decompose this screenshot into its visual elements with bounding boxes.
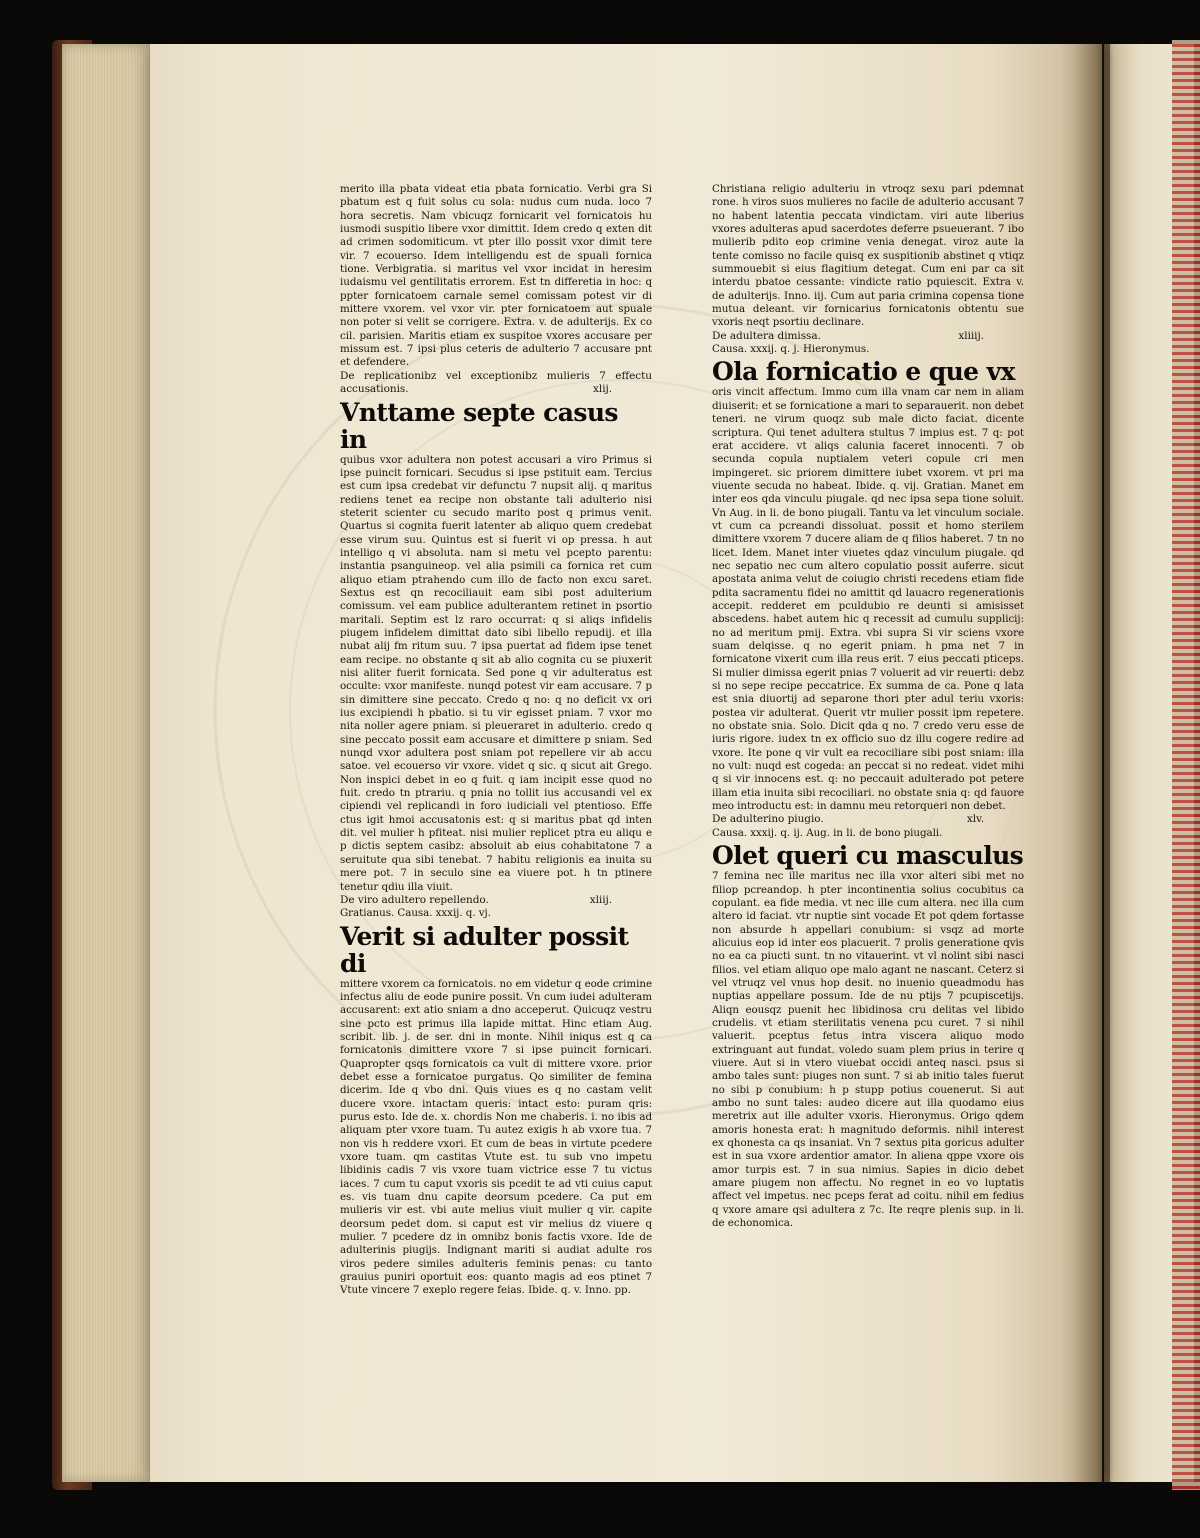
left-text-block-2: quibus vxor adultera non potest accusari a viro Primus si ipse puincit fornicari. Secudus si ipse pstituit eam. Tercius est cum ipsa credebat vir defunctu 7 nupsit alij. q maritus rediens tenet ea recipe non obstante tali adulterio nisi steterit scienter cu secudo marito post q primus venit. Quartus si cognita fuerit latenter ab aliquo quem credebat esse virum suu. Quintus est si fuerit vi op pressa. h aut intelligo q vi absoluta. nam si metu vel pcepto parentu: instantia psanguineop. vel alia psimili ca fornica ret cum aliquo etiam ptrahendo cum illo de facto non excu saret. Sextus est qn recociliauit eam sibi post adulterium comissum. vel eam publice adulterantem retinet in psortio maritali. Septim est lz raro occurrat: q si aliqs infidelis piugem infidelem dimittat dato sibi libello repudij. et illa nubat alij fm ritum suu. 7 ipsa puertat ad fidem ipse tenet eam recipe. no obstante q sit ab alio cognita cu se piuxerit nisi aliter fuerit fornicata. Sed pone q vir adulteratus est occulte: vxor manifeste. nunqd potest vir eam accusare. 7 p sin dimittere sine peccato. Credo q no: q no deficit vx ori ius excipiendi h pbatio. si tu vir egisset pniam. 7 vxor mo nita noller agere pniam. si pleueraret in adulterio. credo q sine peccato possit eam accusare et dimittere p sniam. Sed nunqd vxor adultera post sniam pot repellere vir ab accu satoe. vel ecouerso vir vxore. videt q sic. q sicut ait Grego. Non inspici debet in eo q fuit. q iam incipit esse quod no fuit. credo tn ptrariu. q pnia no tollit ius accusandi vel ex cipiendi vel replicandi in foro iudiciali vel ptentioso. Effe ctus igit hmoi accusatonis est: q si maritus pbat qd inten dit. vel mulier h pfiteat. nisi mulier replicet ptra eu aliqu e p dictis septem casibz: absoluit ab eius cohabitatone 7 a seruitute qua sibi tenebat. 7 habitu religionis ea inuita su mere pot. 7 in seculo sine ea viuere pot. h tn ptinere tenetur qdiu illa viuit. <box>340 453 652 893</box>
left-rubric-2-text: De viro adultero repellendo. <box>340 893 489 906</box>
right-heading-1: Ola fornicatio e que vx <box>712 357 1015 387</box>
left-rubric-1 <box>340 370 652 397</box>
right-rubric-2 <box>712 813 1024 826</box>
left-text-block-3: mittere vxorem ca fornicatois. no em videtur q eode crimine infectus aliu de eode punire possit. Vn cum iudei adulteram accusarent: ext atio sniam a dno acceperut. Quicuqz vestru sine pcto est primus illa lapide mittat. Hinc etiam Aug. scribit. lib. j. de ser. dni in monte. Nihil iniqus est q ca fornicatonis dimittere vxore 7 si ipse puincit fornicari. Quapropter qsqs fornicatois ca vult di mittere vxore. prior debet esse a fornicatoe purgatus. Qo similiter de femina dicerim. Ide q vbo dni. Quis viues es q no castam velit ducere vxore. intactam queris: intact esto: puram qris: purus esto. Ide de. x. chordis Non me chaberis. i. no ibis ad aliquam pter vxore tuam. Tu autez exigis h ab vxore tua. 7 non vis h reddere vxori. Et cum de beas in virtute pcedere vxore tuam. qm castitas Vtute est. tu sub vno impetu libidinis cadis 7 vis vxore tuam victrice esse 7 tu victus iaces. 7 cum tu caput vxoris sis pcedit te ad vti cuius caput es. vis tuam dnu capite deorsum pcedere. Ca put em mulieris vir est. vbi aute melius viuit mulier q vir. capite deorsum pedet dom. si caput est vir melius dz viuere q mulier. 7 pcedere dz in omnibz bonis factis vxore. Ide de adulterinis piugijs. Indignant mariti si audiat adulte ros viros pedere similes adulteris feminis penas: cu tanto grauius puniri oportuit eos: quanto magis ad eos ptinet 7 Vtute vincere 7 exeplo regere feias. Ibide. q. v. Inno. pp. <box>340 977 652 1297</box>
right-rubric-1-text: De adultera dimissa. <box>712 329 821 342</box>
left-rubric-2-number: xliij. <box>589 893 612 906</box>
right-rubric-1-number: xliiij. <box>958 329 984 342</box>
right-causa-2: Causa. xxxij. q. ij. Aug. in li. de bono piugali. <box>712 826 943 839</box>
right-column <box>712 183 1024 1230</box>
right-rubric-1 <box>712 330 1024 343</box>
left-rubric-1-text: De replicationibz vel exceptionibz mulieris 7 effectu accusationis. <box>340 369 652 396</box>
right-text-block-1: Christiana religio adulteriu in vtroqz sexu pari pdemnat rone. h viros suos mulieres no facile de adulterio accusant 7 no habent latentia peccata vindictam. viri aute liberius vxores adulteras apud sacerdotes deferre psueuerant. 7 ibo mulierib pdito eop crimine venia denegat. viroz aute la tente comisso no facile quisq ex suspitionib abstinet q vtiqz summouebit si eius flagitium detegat. Cum eni par ca sit interdu pbatoe cessante: vindicte ratio pquiescit. Extra v. de adulterijs. Inno. iij. Cum aut paria crimina copensa tione mutua deleant. vir fornicarius fornicatonis obtentu sue vxoris neqt psortiu declinare. <box>712 183 1024 329</box>
left-heading-1: Vnttame septe casus in <box>340 397 618 454</box>
left-rubric-1-number: xlij. <box>593 383 612 396</box>
left-text-block-1: merito illa pbata videat etia pbata fornicatio. Verbi gra Si pbatum est q fuit solus cu sola: nudus cum nuda. loco 7 hora secretis. Nam vbicuqz fornicarit vel fornicatois hu iusmodi suspitio libere vxor dimittit. Idem credo q exten dit ad crimen sodomiticum. vt pter illo possit vxor dimit tere vir. 7 ecouerso. Idem intelligendu est de spuali fornica tione. Verbigratia. si maritus vel vxor incidat in heresim iudaismu vel gentilitatis errorem. Est tn differetia in hoc: q ppter fornicatoem carnale semel comissam potest vir di mittere vxorem. vel vxor vir. pter fornicatoem aut spuale non poter si velit se corrigere. Extra. v. de adulterijs. Ex co cil. parisien. Maritis etiam ex suspitoe vxores accusare per missum est. 7 ipsi plus ceteris de adulterio 7 accusare pnt et defendere. <box>340 183 652 369</box>
left-heading-2: Verit si adulter possit di <box>340 921 629 978</box>
facing-page-edge <box>1172 40 1200 1490</box>
page-block-edge <box>62 44 158 1482</box>
left-rubric-2 <box>340 894 652 907</box>
right-text-block-2: oris vincit affectum. Immo cum illa vnam car nem in aliam diuiserit: et se fornicatione a mari to separauerit. non debet teneri. ne virum quoqz sub male dicto faciat. dicente scriptura. Qui tenet adultera stultus 7 impius est. 7 q: pot erat accidere. vt aliqs calunia faceret innocenti. 7 ob secunda copula nuptialem veteri copule cri men impingeret. sic priorem dimittere iubet vxorem. vt pri ma viuente secuda no habeat. Ibide. q. vij. Gratian. Manet em inter eos qda vinculu piugale. qd nec ipsa sepa tione soluit. Vn Aug. in li. de bono piugali. Tantu va let vinculum sociale. vt cum ca pcreandi dissoluat. possit et homo sterilem dimittere vxorem 7 ducere aliam de q filios haberet. 7 tn no licet. Idem. Manet inter viuetes qdaz vinculum piugale. qd nec sepatio nec cum altero copulatio possit auferre. sicut apostata anima velut de coiugio christi recedens etiam fide pdita sacramentu fidei no amittit qd lauacro regenerationis accepit. redderet em pculdubio re deunti si amisisset abscedens. habet autem hic q recessit ad cumulu supplicij: no ad meritum pmij. Extra. vbi supra Si vir sciens vxore suam delqisse. q no egerit pniam. h pma net 7 in fornicatone vixerit cum illa reus erit. 7 eius peccati pticeps. Si mulier dimissa egerit pnias 7 voluerit ad vir reuerti: debz si no sepe recipe peccatrice. Ex summa de ca. Pone q lata est snia diuortij ad separone thori pter adul teriu vxoris: postea vir adulterat. Querit vtr mulier possit ipm repetere. no obstate snia. Solo. Dicit qda q no. 7 credo veru esse de iuris rigore. iudex tn ex officio suo dz illu cogere redire ad vxore. Ite pone q vir vult ea recociliare sibi post sniam: illa no vult: nuqd est cogeda: an peccat si no redeat. videt mihi q si vir innocens est. q: no peccauit adulterado pot petere illam etia inuita sibi recociliari. no obstate snia q: qd fauore meo introductu est: in damnu meu retorqueri non debet. <box>712 386 1024 813</box>
left-column <box>340 183 652 1298</box>
right-rubric-2-number: xlv. <box>966 813 984 826</box>
right-text-block-3: 7 femina nec ille maritus nec illa vxor alteri sibi met no filiop pcreandop. h pter incontinentia solius cocubitus ca copulant. ea fide media. vt nec ille cum altera. nec illa cum altero id faciat. vtr nuptie sint vocade Et pot qdem fortasse non absurde h appellari conubium: si vsqz ad morte alicuius eop id inter eos placuerit. 7 prolis generatione qvis no ea ca piucti sunt. tn no vitauerint. vt vl nolint sibi nasci filios. vel etiam aliquo ope malo agant ne nascant. Ceterz si vel vtruqz vel vnus hop desit. no inuenio queadmodu has nuptias appellare possum. Ide de nu ptijs 7 pcupiscetijs. Aliqn eousqz puenit hec libidinosa cru delitas vel libido crudelis. vt etiam sterilitatis venena pcu curet. 7 si nihil valuerit. pceptus fetus intra viscera aliquo modo extringuant aut fundat. voledo suam plem prius in terire q viuere. Aut si in vtero viuebat occidi anteq nasci. psus si ambo tales sunt: piuges non sunt. 7 si ab initio tales fuerut no sibi p conubium: h p stupp potius couenerut. Si aut ambo no sunt tales: audeo dicere aut illa quodamo eius meretrix aut ille adulter vxoris. Hieronymus. Origo qdem amoris honesta erat: h magnitudo deformis. nihil interest ex qhonesta ca qs insaniat. Vn 7 sextus pita goricus adulter est in sua vxore ardentior amator. In aliena qppe vxore ois amor turpis est. 7 in sua nimius. Sapies in dicio debet amare piugem non affectu. No regnet in eo vo luptatis affect vel impetus. nec pceps ferat ad coitu. nihil em fedius q vxore amare qsi adultera z 7c. Ite reqre plenis sup. in li. de echonomica. <box>712 870 1024 1230</box>
spine-shadow <box>1060 44 1110 1482</box>
right-causa-1: Causa. xxxij. q. j. Hieronymus. <box>712 343 870 356</box>
right-heading-2: Olet queri cu masculus <box>712 841 1024 871</box>
right-rubric-2-text: De adulterino piugio. <box>712 813 824 826</box>
left-causa-2: Gratianus. Causa. xxxij. q. vj. <box>340 907 491 920</box>
